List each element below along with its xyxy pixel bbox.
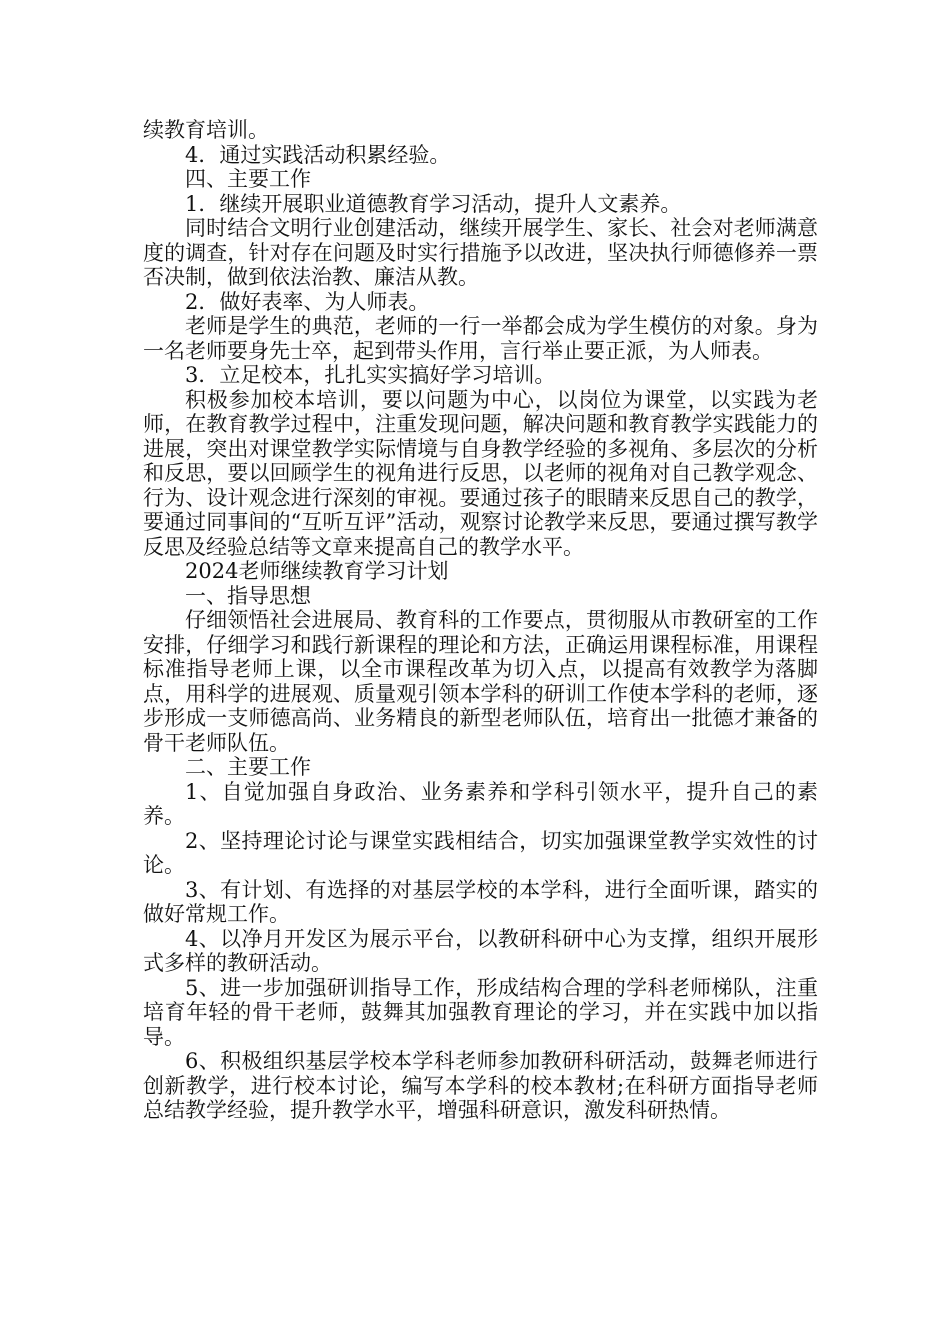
list-item: 4、以净月开发区为展示平台，以教研科研中心为支撑，组织开展形式多样的教研活动。 [143, 926, 818, 975]
list-item: 1、自觉加强自身政治、业务素养和学科引领水平，提升自己的素养。 [143, 779, 818, 828]
list-item: 2．做好表率、为人师表。 [185, 289, 430, 314]
section-heading: 二、主要工作 [185, 755, 311, 779]
list-item: 2、坚持理论讨论与课堂实践相结合，切实加强课堂教学实效性的讨论。 [143, 828, 818, 877]
paragraph: 同时结合文明行业创建活动，继续开展学生、家长、社会对老师满意度的调查，针对存在问题及时实行措施予以改进，坚决执行师德修养一票否决制，做到依法治教、廉洁从教。 [143, 216, 818, 289]
section-heading: 一、指导思想 [185, 583, 311, 608]
paragraph: 老师是学生的典范，老师的一行一举都会成为学生模仿的对象。身为一名老师要身先士卒，起到带头作用，言行举止要正派，为人师表。 [143, 314, 818, 363]
list-item: 3、有计划、有选择的对基层学校的本学科，进行全面听课，踏实的做好常规工作。 [143, 877, 818, 926]
paragraph: 积极参加校本培训，要以问题为中心，以岗位为课堂，以实践为老师，在教育教学过程中，注重发现问题，解决问题和教育教学实践能力的进展，突出对课堂教学实际情境与自身教学经验的多视角、多层次的分析和反思，要以回顾学生的视角进行反思，以老师的视角对自己教学观念、行为、设计观念进行深刻的审视。要通过孩子的眼睛来反思自己的教学，要通过同事间的“互听互评”活动，观察讨论教学来反思，要通过撰写教学反思及经验总结等文章来提高自己的教学水平。 [143, 387, 818, 559]
paragraph: 仔细领悟社会进展局、教育科的工作要点，贯彻服从市教研室的工作安排，仔细学习和践行新课程的理论和方法，正确运用课程标准，用课程标准指导老师上课，以全市课程改革为切入点，以提高有效教学为落脚点，用科学的进展观、质量观引领本学科的研训工作使本学科的老师，逐步形成一支师德高尚、业务精良的新型老师队伍，培育出一批德才兼备的骨干老师队伍。 [143, 608, 818, 755]
document-title: 2024老师继续教育学习计划 [185, 559, 449, 583]
list-item: 4．通过实践活动积累经验。 [185, 142, 451, 167]
list-item: 3．立足校本，扎扎实实搞好学习培训。 [185, 363, 556, 387]
document-page [143, 118, 818, 1123]
list-item: 5、进一步加强研训指导工作，形成结构合理的学科老师梯队，注重培育年轻的骨干老师，鼓舞其加强教育理论的学习，并在实践中加以指导。 [143, 975, 818, 1049]
section-heading: 四、主要工作 [185, 167, 311, 191]
list-item: 6、积极组织基层学校本学科老师参加教研科研活动，鼓舞老师进行创新教学，进行校本讨论，编写本学科的校本教材;在科研方面指导老师总结教学经验，提升教学水平，增强科研意识，激发科研热情。 [143, 1049, 818, 1122]
list-item: 1．继续开展职业道德教育学习活动，提升人文素养。 [185, 191, 682, 216]
paragraph: 续教育培训。 [143, 118, 269, 142]
